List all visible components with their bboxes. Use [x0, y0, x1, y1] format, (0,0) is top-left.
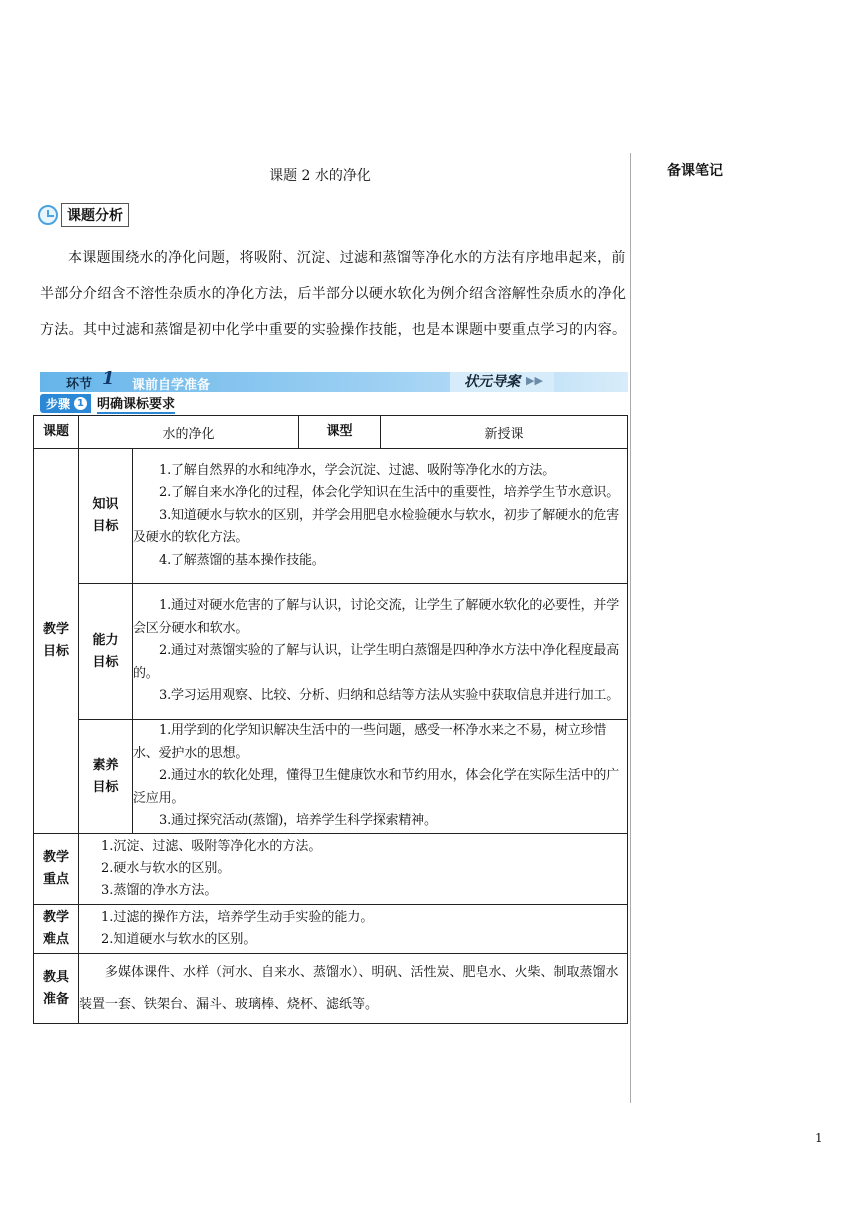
list-item: 3.通过探究活动(蒸馏)，培养学生科学探索精神。	[159, 813, 437, 829]
step-title: 明确课标要求	[97, 393, 175, 414]
list-item: 2.知道硬水与软水的区别。	[101, 932, 257, 947]
type-label: 课型	[299, 416, 381, 449]
analysis-badge	[38, 203, 129, 227]
list-item: 3.学习运用观察、比较、分析、归纳和总结等方法从实验中获取信息并进行加工。	[159, 688, 620, 704]
ability-items	[133, 584, 628, 720]
equipment-text: 多媒体课件、水样（河水、自来水、蒸馏水）、明矾、活性炭、肥皂水、火柴、制取蒸馏水装置一套、铁架台、漏斗、玻璃棒、烧杯、滤纸等。	[79, 954, 628, 1024]
section-banner	[40, 368, 628, 393]
banner-section-label: 环节	[66, 377, 93, 392]
list-item: 4.了解蒸馏的基本操作技能。	[159, 552, 325, 568]
equipment-row	[34, 954, 628, 1024]
list-item: 2.硬水与软水的区别。	[101, 861, 231, 876]
list-item: 1.沉淀、过滤、吸附等净化水的方法。	[101, 839, 322, 854]
objectives-label: 教学目标	[34, 449, 79, 834]
knowledge-row	[34, 449, 628, 584]
list-item: 1.用学到的化学知识解决生活中的一些问题，感受一杯净水来之不易，树立珍惜水、爱护水的思想。	[133, 723, 607, 761]
list-item: 2.通过对蒸馏实验的了解与认识，让学生明白蒸馏是四种净水方法中净化程度最高的。	[133, 643, 620, 681]
key-points-label: 教学重点	[34, 834, 79, 905]
step-header	[40, 394, 175, 412]
ability-row	[34, 584, 628, 720]
knowledge-label: 知识目标	[79, 449, 133, 584]
list-item: 2.通过水的软化处理，懂得卫生健康饮水和节约用水，体会化学在实际生活中的广泛应用。	[133, 768, 620, 806]
analysis-badge-label: 课题分析	[61, 203, 129, 227]
knowledge-items	[133, 449, 628, 584]
difficulties-label: 教学难点	[34, 905, 79, 954]
banner-guide-label: 状元导案	[450, 372, 554, 392]
clock-icon	[38, 205, 58, 225]
list-item: 3.知道硬水与软水的区别，并学会用肥皂水检验硬水与软水，初步了解硬水的危害及硬水的软化方法。	[133, 507, 620, 546]
list-item: 1.过滤的操作方法，培养学生动手实验的能力。	[101, 910, 374, 925]
double-arrow-icon: ▶▶	[526, 374, 543, 387]
step-number: 1	[74, 397, 87, 410]
topic-value: 水的净化	[79, 416, 299, 449]
list-item: 1.了解自然界的水和纯净水，学会沉淀、过滤、吸附等净化水的方法。	[159, 462, 556, 478]
key-points-items	[79, 834, 628, 905]
list-item: 1.通过对硬水危害的了解与认识，讨论交流，让学生了解硬水软化的必要性，并学会区分硬水和软水。	[133, 598, 620, 636]
topic-label: 课题	[34, 416, 79, 449]
difficulties-row	[34, 905, 628, 954]
analysis-paragraph: 本课题围绕水的净化问题，将吸附、沉淀、过滤和蒸馏等净化水的方法有序地串起来，前半部分介绍含不溶性杂质水的净化方法，后半部分以硬水软化为例介绍含溶解性杂质水的净化方法。其中过滤和蒸馏是初中化学中重要的实验操作技能，也是本课题中要重点学习的内容。	[40, 250, 627, 338]
ability-label: 能力目标	[79, 584, 133, 720]
list-item: 3.蒸馏的净水方法。	[101, 883, 218, 898]
lesson-notes-heading: 备课笔记	[667, 163, 723, 179]
table-header-row	[34, 416, 628, 449]
banner-title: 课前自学准备	[132, 378, 211, 393]
page-title: 课题 2 水的净化	[269, 168, 371, 184]
literacy-label: 素养目标	[79, 720, 133, 834]
equipment-label: 教具准备	[34, 954, 79, 1024]
key-points-row	[34, 834, 628, 905]
literacy-row	[34, 720, 628, 834]
step-pill	[40, 394, 91, 413]
type-value: 新授课	[381, 416, 628, 449]
list-item: 2.了解自来水净化的过程，体会化学知识在生活中的重要性，培养学生节水意识。	[159, 485, 620, 501]
step-label: 步骤	[46, 396, 71, 411]
page-number: 1	[815, 1131, 823, 1145]
literacy-items	[133, 720, 628, 834]
curriculum-table	[33, 415, 628, 1024]
banner-section-number: 1	[102, 368, 115, 389]
difficulties-items	[79, 905, 628, 954]
